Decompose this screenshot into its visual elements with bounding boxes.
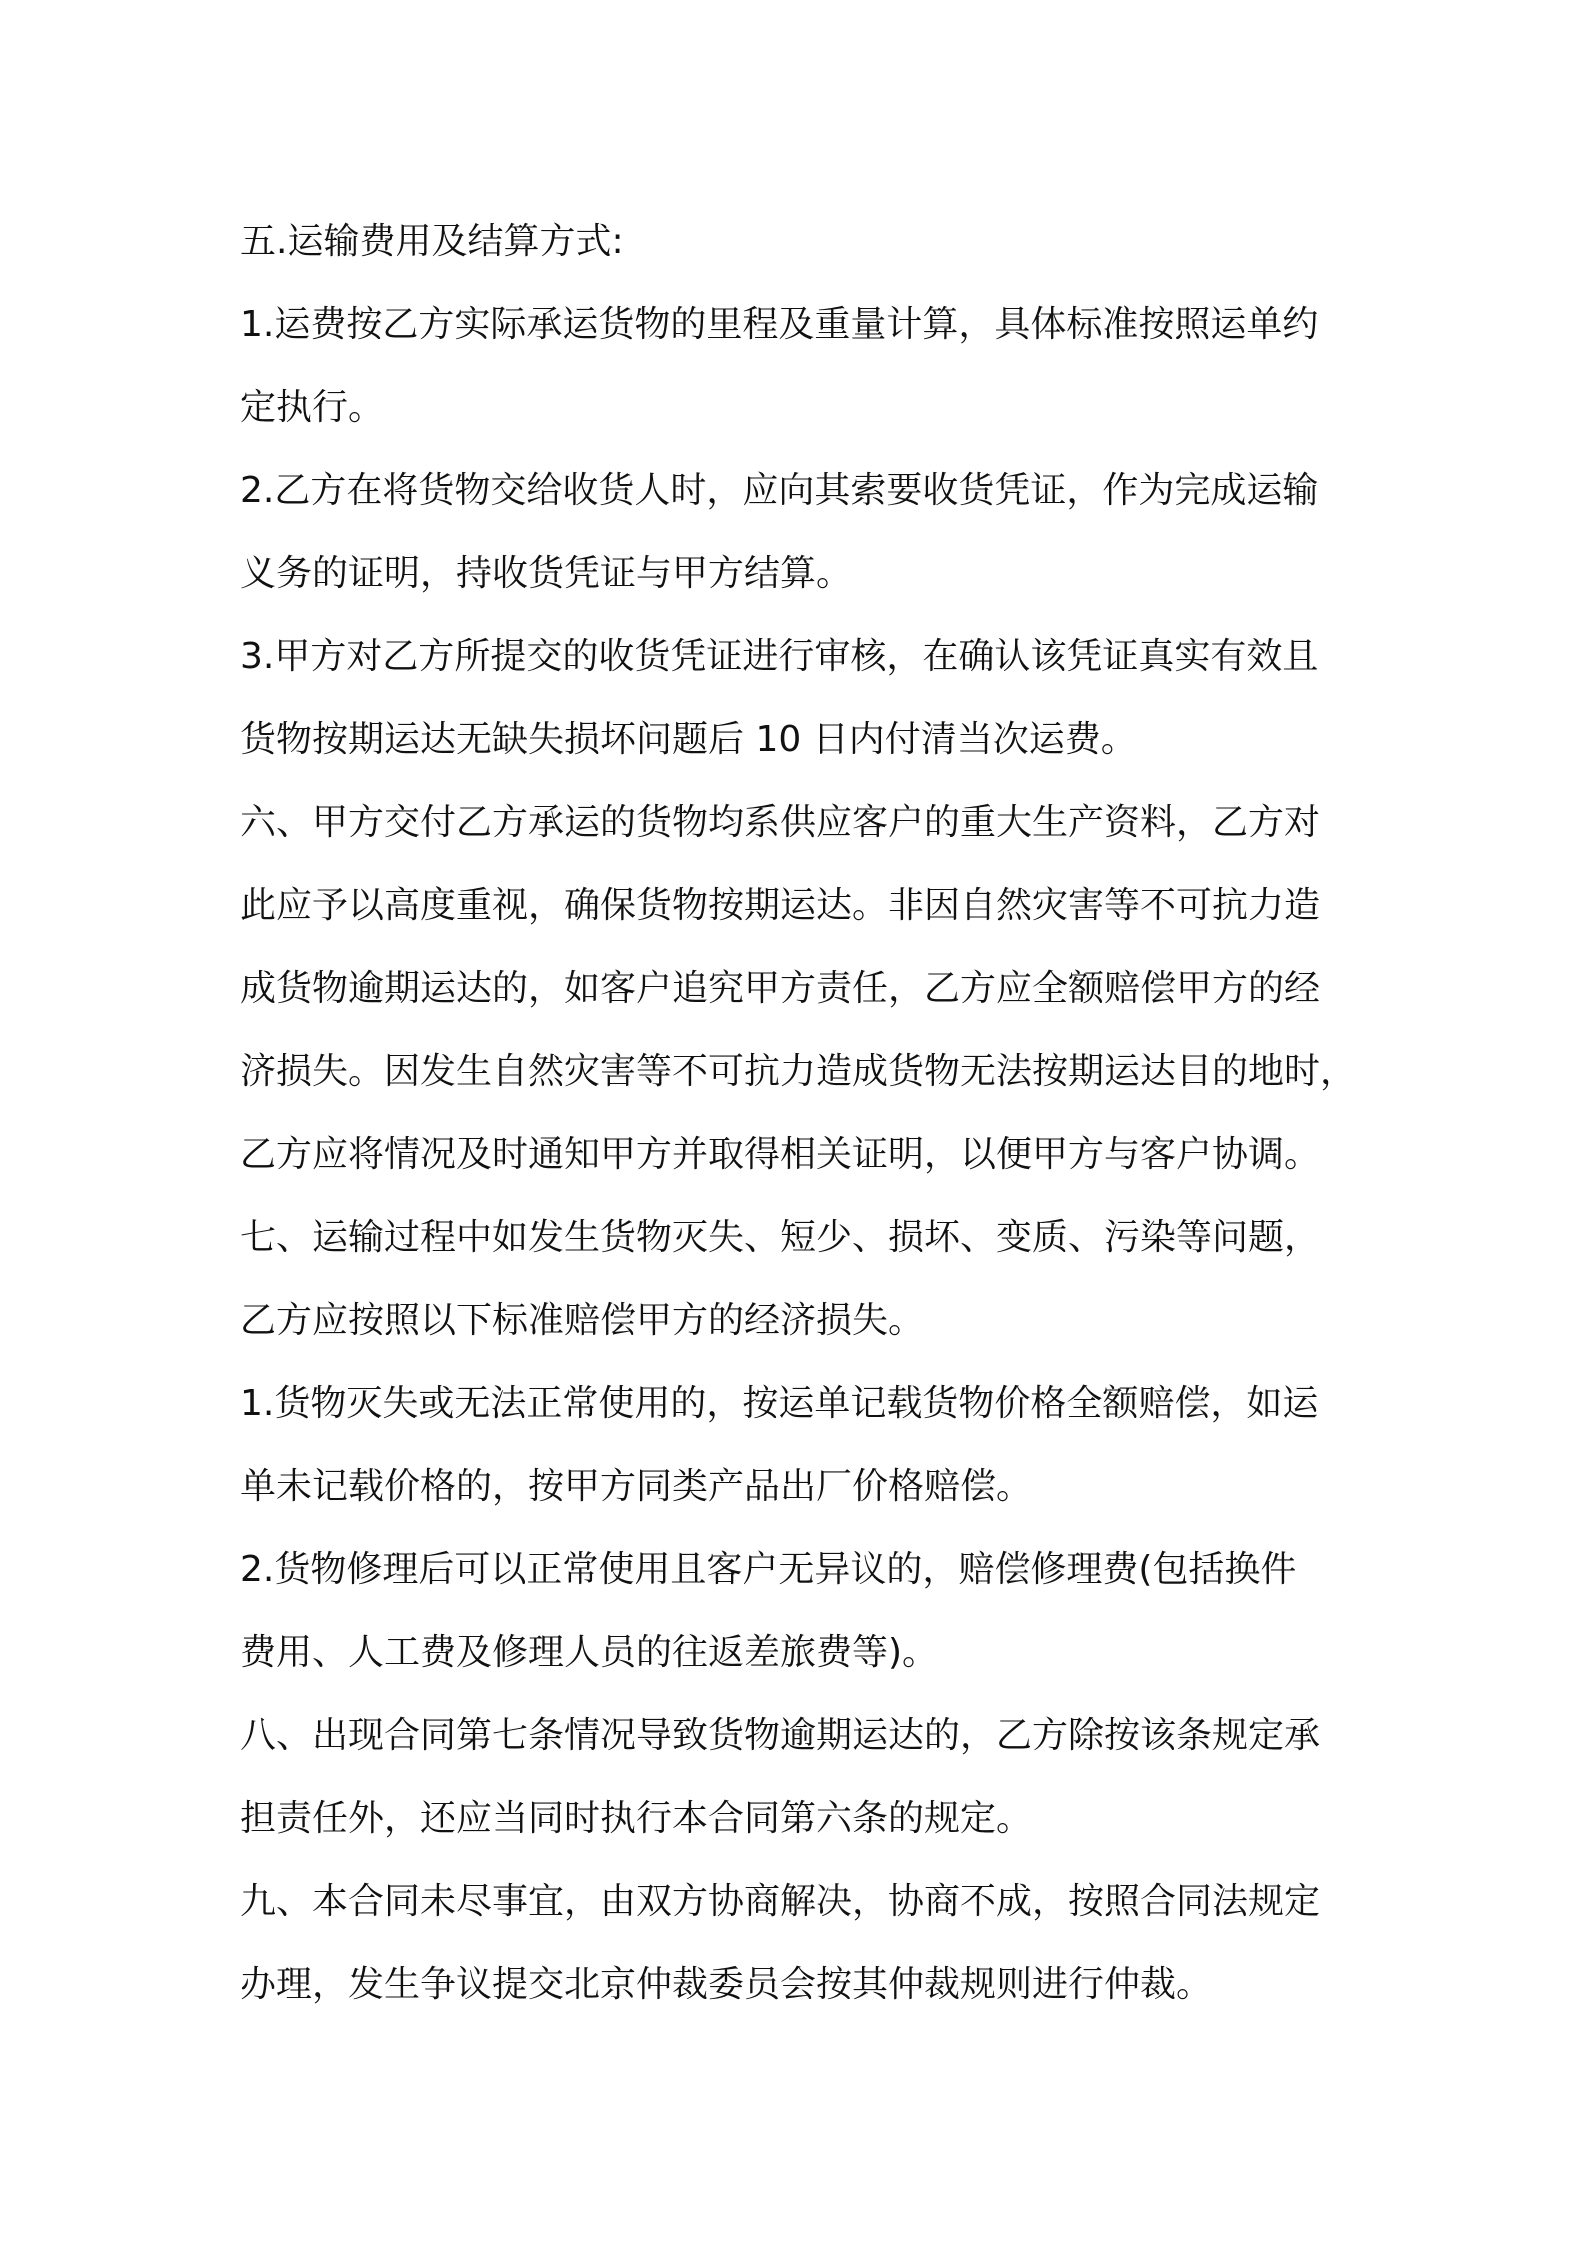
clause-5-3-line-1: 3.甲方对乙方所提交的收货凭证进行审核，在确认该凭证真实有效且 [240, 636, 1319, 677]
section-9-line-2: 办理，发生争议提交北京仲裁委员会按其仲裁规则进行仲裁。 [240, 1964, 1213, 2005]
clause-5-2-line-2: 义务的证明，持收货凭证与甲方结算。 [240, 553, 853, 594]
section-6-line-5: 乙方应将情况及时通知甲方并取得相关证明，以便甲方与客户协调。 [240, 1134, 1321, 1175]
clause-7-2-line-1: 2.货物修理后可以正常使用且客户无异议的，赔偿修理费(包括换件 [240, 1549, 1297, 1590]
clause-5-2-line-1: 2.乙方在将货物交给收货人时，应向其索要收货凭证，作为完成运输 [240, 470, 1319, 511]
clause-5-1-line-2: 定执行。 [240, 387, 385, 428]
section-8-line-1: 八、出现合同第七条情况导致货物逾期运达的，乙方除按该条规定承 [240, 1715, 1321, 1756]
section-6-line-4: 济损失。因发生自然灾害等不可抗力造成货物无法按期运达目的地时， [240, 1051, 1357, 1092]
section-7-line-2: 乙方应按照以下标准赔偿甲方的经济损失。 [240, 1300, 925, 1341]
contract-text-body [240, 200, 1380, 2026]
section-6-line-2: 此应予以高度重视，确保货物按期运达。非因自然灾害等不可抗力造 [240, 885, 1321, 926]
clause-5-3-line-2: 货物按期运达无缺失损坏问题后 10 日内付清当次运费。 [240, 719, 1137, 760]
clause-7-1-line-1: 1.货物灭失或无法正常使用的，按运单记载货物价格全额赔偿，如运 [240, 1383, 1319, 1424]
section-9-line-1: 九、本合同未尽事宜，由双方协商解决，协商不成，按照合同法规定 [240, 1881, 1321, 1922]
clause-5-1-line-1: 1.运费按乙方实际承运货物的里程及重量计算，具体标准按照运单约 [240, 304, 1319, 345]
section-5-heading: 五.运输费用及结算方式: [240, 221, 624, 262]
section-7-line-1: 七、运输过程中如发生货物灭失、短少、损坏、变质、污染等问题， [240, 1217, 1321, 1258]
section-6-line-1: 六、甲方交付乙方承运的货物均系供应客户的重大生产资料，乙方对 [240, 802, 1321, 843]
clause-7-2-line-2: 费用、人工费及修理人员的往返差旅费等)。 [240, 1632, 939, 1673]
clause-7-1-line-2: 单未记载价格的，按甲方同类产品出厂价格赔偿。 [240, 1466, 1033, 1507]
section-6-line-3: 成货物逾期运达的，如客户追究甲方责任，乙方应全额赔偿甲方的经 [240, 968, 1321, 1009]
section-8-line-2: 担责任外，还应当同时执行本合同第六条的规定。 [240, 1798, 1033, 1839]
